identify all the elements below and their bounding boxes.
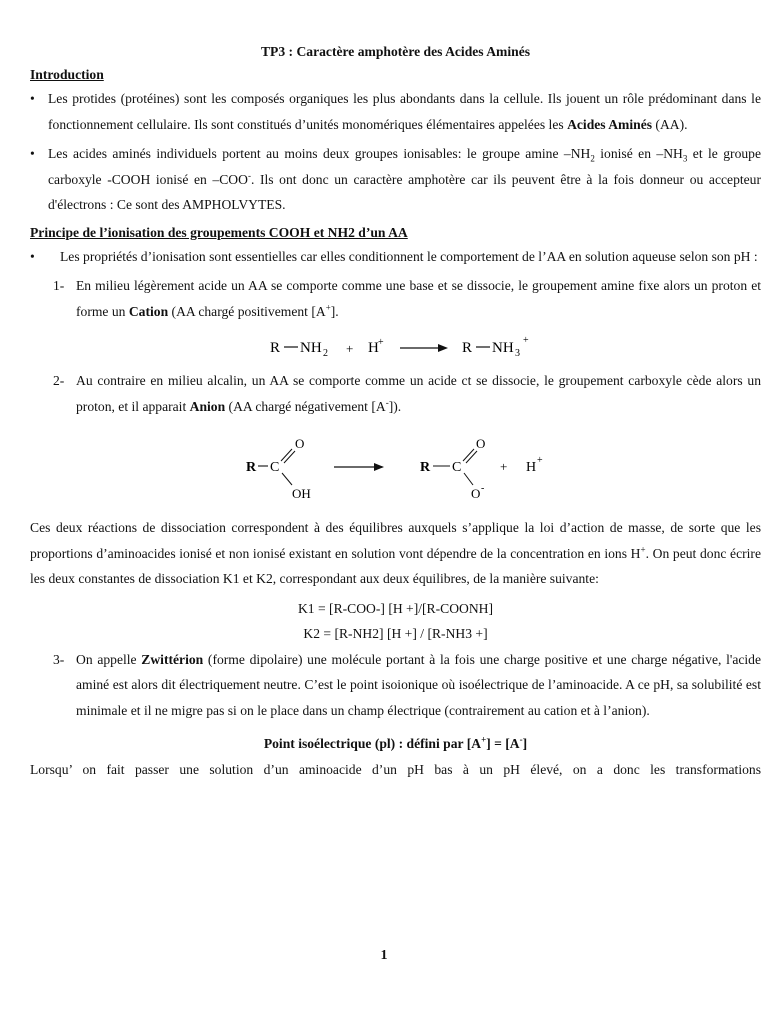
bullet-mark: • <box>30 146 35 161</box>
eq2-arrow-head <box>374 463 384 471</box>
equation-amine-protonation <box>30 324 761 368</box>
principle-bullet: • Les propriétés d’ionisation sont essentielles car elles conditionnent le comportement de l’AA en solution aqueuse selon son pH : <box>30 244 761 270</box>
eq2-r-right: R <box>420 460 431 475</box>
intro-bullet-1: • Les protides (protéines) sont les composés organiques les plus abondants dans la cellule. Ils jouent un rôle prédominant dans le fonctionnement cellulaire. Ils sont constitués d’unités monomériques élémentaires appelées les Acides Aminés (AA). <box>30 86 761 137</box>
section-heading-introduction: Introduction <box>30 67 104 82</box>
reaction-amine-svg <box>30 324 761 368</box>
eq1-r-right: R <box>462 340 473 356</box>
intro-bullet-2: • Les acides aminés individuels portent au moins deux groupes ionisables: le groupe amine $-NH_2$ ionisé en $-NH_3$ et le groupe carboxyle -COOH ionisé en –COO-. Ils ont donc un caractère amphotère car ils peuvent être à la fois donneur ou accepteur d'électrons : Ce sont des AMPHOLVYTES. <box>30 141 761 218</box>
eq2-h-sup: + <box>537 455 543 466</box>
eq2-c-right: C <box>452 460 462 475</box>
eq1-h: H <box>368 340 379 356</box>
list-item-1: 1- En milieu légèrement acide un AA se comporte comme une base et se dissocie, le groupement amine fixe alors un proton et forme un Cation (AA chargé positivement [A+]. <box>30 273 761 324</box>
eq1-sub-right: 3 <box>515 348 520 359</box>
bullet-mark: • <box>30 91 35 106</box>
eq1-sub-left: 2 <box>323 348 328 359</box>
eq1-arrow-head <box>438 344 448 352</box>
dissociation-paragraph: Ces deux réactions de dissociation correspondent à des équilibres auxquels s’applique la loi d’action de masse, de sorte que les proportions d’aminoacides ionisé et non ionisé existant en solution vont dépendre de la concentration en ions H+. On peut donc écrire les deux constantes de dissociation K1 et K2, correspondant aux deux équilibres, de la manière suivante: <box>30 520 761 586</box>
eq2-o-left: O <box>295 436 305 451</box>
final-paragraph: Lorsqu’ on fait passer une solution d’un aminoacide d’un pH bas à un pH élevé, on a donc les transformations <box>30 761 761 777</box>
eq2-o-minus-sup: - <box>481 483 485 494</box>
list-item-3: 3- On appelle Zwittérion (forme dipolaire) une molécule portant à la fois une charge positive et une charge négative, l'acide aminé est alors dit électriquement neutre. C’est le point isoionique où isoélectrique de l’aminoacide. A ce pH, sa solubilité est minimale et il ne migre pas si on le place dans un champ électrique (contrairement au cation et à l’anion). <box>30 647 761 724</box>
bullet-mark: • <box>30 248 35 264</box>
list-number: 1- <box>53 278 65 293</box>
reaction-carboxyl-svg <box>30 419 761 515</box>
eq2-plus: + <box>500 459 508 474</box>
eq2-c-left: C <box>270 460 280 475</box>
eq2-o-minus: O <box>471 486 481 501</box>
eq2-oh: OH <box>292 486 311 501</box>
eq1-nh-left: NH <box>300 340 322 356</box>
k1-formula: K1 = [R-COO-] [H +]/[R-COONH] <box>297 600 494 616</box>
page-title: TP3 : Caractère amphotère des Acides Aminés <box>260 44 531 59</box>
page-number: 1 <box>380 948 388 963</box>
eq1-r-left: R <box>270 340 281 356</box>
document-page <box>30 40 761 782</box>
eq2-h: H <box>526 460 537 475</box>
list-number: 2- <box>53 373 65 388</box>
list-number: 3- <box>53 651 65 667</box>
eq1-nh-right: NH <box>492 340 514 356</box>
eq2-r-left: R <box>246 460 257 475</box>
k2-formula: K2 = [R-NH2] [H +] / [R-NH3 +] <box>303 626 488 641</box>
list-item-2: 2- Au contraire en milieu alcalin, un AA se comporte comme un acide ct se dissocie, le groupement carboxyle cède alors un proton, et il apparait Anion (AA chargé négativement [A-]). <box>30 368 761 419</box>
section-heading-principle: Principe de l’ionisation des groupements COOH et NH2 d’un AA <box>30 224 408 240</box>
eq1-sup-right: + <box>523 335 529 346</box>
eq2-o-right: O <box>476 436 486 451</box>
eq1-plus: + <box>346 341 354 356</box>
equation-carboxyl-dissociation <box>30 419 761 515</box>
isoelectric-point-heading: Point isoélectrique (pl) : défini par [A+] = [A-] <box>263 734 528 751</box>
eq1-h-sup: + <box>378 337 384 348</box>
